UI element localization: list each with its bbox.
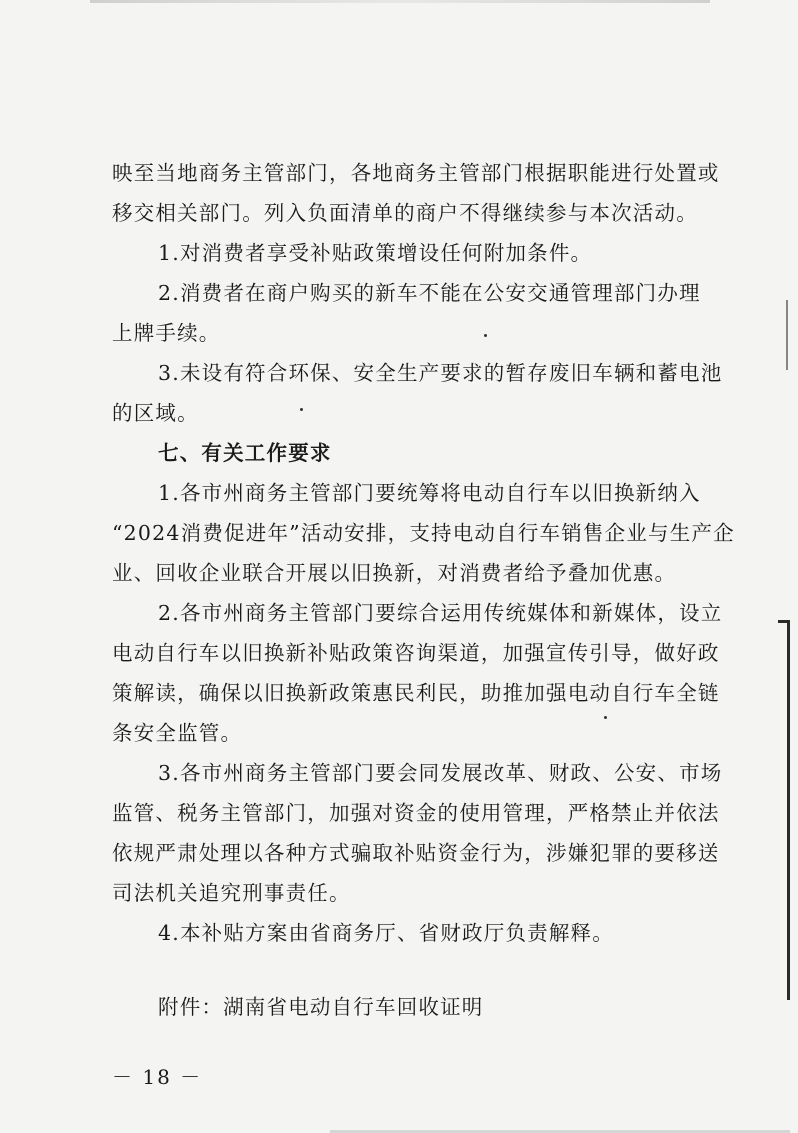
list-item: 4.本补贴方案由省商务厅、省财政厅负责解释。	[158, 921, 614, 945]
text-line: 监管、税务主管部门，加强对资金的使用管理，严格禁止并依法	[112, 801, 720, 825]
scan-top-edge	[90, 0, 710, 3]
list-item: 1.对消费者享受补贴政策增设任何附加条件。	[158, 241, 593, 265]
section-heading: 七、有关工作要求	[158, 441, 332, 465]
text-line: 策解读，确保以旧换新政策惠民利民，助推加强电动自行车全链	[112, 681, 720, 705]
attachment-note: 附件：湖南省电动自行车回收证明	[158, 995, 484, 1019]
scan-right-edge-upper	[786, 300, 788, 370]
text-line: 依规严肃处理以各种方式骗取补贴资金行为，涉嫌犯罪的要移送	[112, 841, 720, 865]
text-line: 司法机关追究刑事责任。	[112, 881, 351, 905]
text-line: 映至当地商务主管部门，各地商务主管部门根据职能进行处置或	[112, 161, 720, 185]
list-item: 3.未设有符合环保、安全生产要求的暂存废旧车辆和蓄电池	[158, 361, 723, 385]
page-number: － 18 －	[112, 1065, 203, 1089]
list-item: 3.各市州商务主管部门要会同发展改革、财政、公安、市场	[158, 761, 723, 785]
text-line: “2024消费促进年”活动安排，支持电动自行车销售企业与生产企	[112, 521, 735, 545]
list-item: 2.各市州商务主管部门要综合运用传统媒体和新媒体，设立	[158, 601, 723, 625]
text-line: 上牌手续。	[112, 321, 221, 345]
text-line: 移交相关部门。列入负面清单的商户不得继续参与本次活动。	[112, 201, 698, 225]
list-item: 2.消费者在商户购买的新车不能在公安交通管理部门办理	[158, 281, 701, 305]
text-line: 条安全监管。	[112, 721, 243, 745]
document-body	[112, 160, 735, 1020]
scan-right-edge	[787, 620, 790, 1000]
text-line: 的区域。	[112, 401, 199, 425]
scan-right-edge-tick	[778, 620, 790, 623]
list-item: 1.各市州商务主管部门要统筹将电动自行车以旧换新纳入	[158, 481, 701, 505]
text-line: 电动自行车以旧换新补贴政策咨询渠道，加强宣传引导，做好政	[112, 641, 720, 665]
text-line: 业、回收企业联合开展以旧换新，对消费者给予叠加优惠。	[112, 561, 677, 585]
